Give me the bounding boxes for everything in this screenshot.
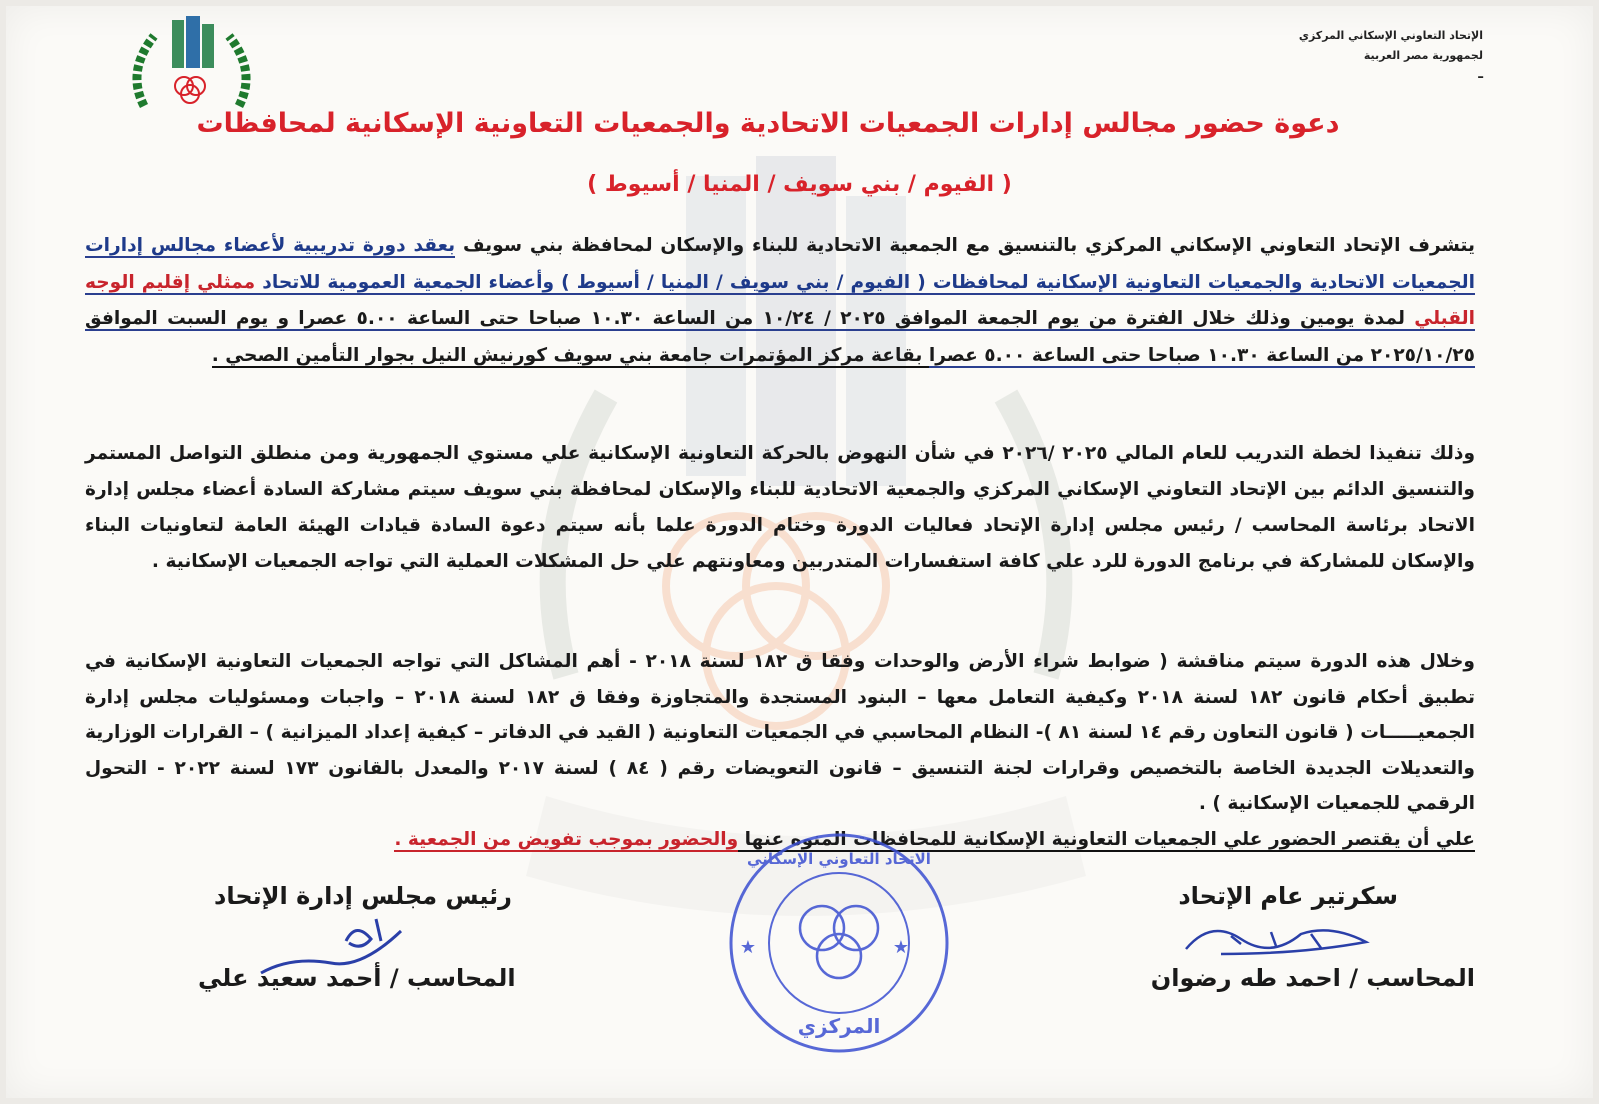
secretary-general-title: سكرتير عام الإتحاد: [1178, 882, 1398, 910]
invitation-intro: يتشرف الإتحاد التعاوني الإسكاني المركزي بالتنسيق مع الجمعية الاتحادية للبناء والإسكان لمحافظة بني سويف: [455, 235, 1476, 256]
chairman-signature: [251, 911, 431, 981]
org-header-dash: ـ: [1478, 66, 1483, 82]
stamp-text-bottom: المركزي: [797, 1014, 881, 1038]
invitation-course-details: بعقد دورة تدريبية لأعضاء مجالس إدارات الجمعيات الاتحادية والجمعيات التعاونية الإسكانية لمحافظات ( الفيوم / بني سويف / المنيا / أسيوط ) وأعضاء الجمعية العمومية للاتحاد: [85, 235, 1475, 293]
letter-sheet: [6, 6, 1593, 1098]
stamp-text-top: الاتحاد التعاوني الإسكاني: [747, 850, 931, 868]
official-stamp: [724, 828, 954, 1058]
org-logo: [124, 16, 259, 116]
invitation-venue: بقاعة مركز المؤتمرات جامعة بني سويف كورنيش النيل بجوار التأمين الصحي .: [211, 344, 929, 366]
secretary-general-name: المحاسب / احمد طه رضوان: [1150, 964, 1475, 992]
paragraph-invitation: [85, 228, 1475, 374]
attendance-authorization: والحضور بموجب تفويض من الجمعية .: [394, 828, 739, 850]
svg-text:★: ★: [739, 937, 756, 958]
chairman-title: رئيس مجلس إدارة الإتحاد: [214, 882, 512, 910]
attendance-condition: علي أن يقتصر الحضور علي الجمعيات التعاونية الإسكانية للمحافظات المنوه عنها: [738, 828, 1475, 850]
paragraph-topics: [85, 644, 1475, 857]
svg-text:★: ★: [892, 937, 909, 958]
topics-body: وخلال هذه الدورة سيتم مناقشة ( ضوابط شراء الأرض والوحدات وفقا ق ١٨٢ لسنة ٢٠١٨ - أهم المشاكل التي تواجه الجمعيات التعاونية الإسكانية في تطبيق أحكام قانون ١٨٢ لسنة ٢٠١٨ وكيفية التعامل معها – البنود المستجدة والمتجاوزة وفقا ق ١٨٢ لسنة ٢٠١٨ – واجبات ومسئوليات مجلس إدارة الجمعيـــــات ( قانون التعاون رقم ١٤ لسنة ٨١ )- النظام المحاسبي في الجمعيات التعاونية ( القيد في الدفاتر – كيفية إعداد الميزانية ) – القرارات الوزارية والتعديلات الجديدة الخاصة بالتخصيص وقرارات لجنة التنسيق – قانون التعويضات رقم ( ٨٤ ) لسنة ٢٠١٧ والمعدل بالقانون ١٧٣ لسنة ٢٠٢٢ - التحول الرقمي للجمعيات الإسكانية ) .: [85, 651, 1476, 814]
org-country: لجمهورية مصر العربية: [1363, 49, 1483, 62]
secretary-signature: [1181, 914, 1371, 964]
invitation-region: ممثلي إقليم الوجه القبلي: [85, 271, 1475, 329]
letter-title: دعوة حضور مجالس إدارات الجمعيات الاتحادية والجمعيات التعاونية الإسكانية لمحافظات: [196, 108, 1340, 139]
paragraph-context: وذلك تنفيذا لخطة التدريب للعام المالي ٢٠٢٥ /٢٠٢٦ في شأن النهوض بالحركة التعاونية الإسكانية علي مستوي الجمهورية ومن منطلق التواصل المستمر والتنسيق الدائم بين الإتحاد التعاوني الإسكاني المركزي والجمعية الاتحادية للبناء والإسكان لمحافظة بني سويف سيتم مشاركة السادة أعضاء مجلس إدارة الاتحاد برئاسة المحاسب / رئيس مجلس إدارة الإتحاد فعاليات الدورة وختام الدورة علما بأنه سيتم دعوة السادة قيادات الهيئة العامة لتعاونيات البناء والإسكان للمشاركة في برنامج الدورة للرد علي كافة استفسارات المتدربين ومعاونتهم علي حل المشكلات العملية التي تواجه الجمعيات الإسكانية .: [85, 443, 1475, 572]
letter-subtitle: ( الفيوم / بني سويف / المنيا / أسيوط ): [587, 172, 1012, 197]
chairman-name: المحاسب / أحمد سعيد علي: [198, 964, 516, 992]
invitation-schedule: لمدة يومين وذلك خلال الفترة من يوم الجمعة الموافق ٢٠٢٥ / ١٠/٢٤ من الساعة ١٠.٣٠ صباحا حتى الساعة ٥.٠٠ عصرا و يوم السبت الموافق ٢٠٢٥/١٠/٢٥ من الساعة ١٠.٣٠ صباحا حتى الساعة ٥.٠٠ عصرا: [85, 308, 1475, 366]
org-header: [1183, 26, 1483, 82]
org-name: الإتحاد التعاوني الإسكاني المركزي: [1298, 29, 1483, 42]
